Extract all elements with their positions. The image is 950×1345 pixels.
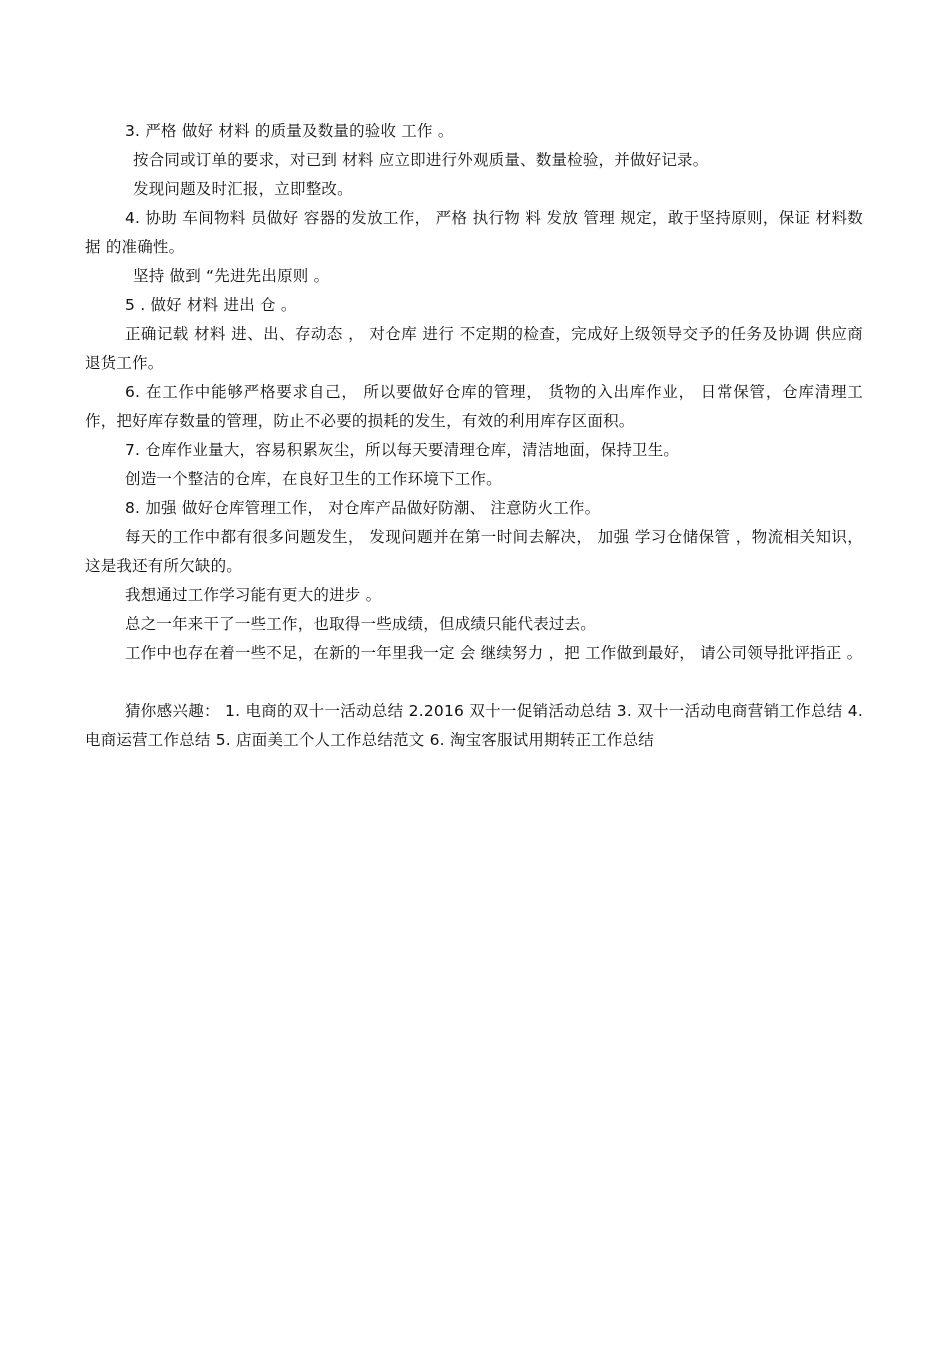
paragraph-progress: 我想通过工作学习能有更大的进步 。 [125, 586, 382, 604]
paragraph-item-7: 7. 仓库作业量大，容易积累灰尘，所以每天要清理仓库，清洁地面，保持卫生。 [125, 441, 680, 459]
paragraph-item-8: 8. 加强 做好仓库管理工作， 对仓库产品做好防潮、 注意防火工作。 [125, 499, 601, 517]
paragraph-related-links: 猜你感兴趣： 1. 电商的双十一活动总结 2.2016 双十一促销活动总结 3. 双十一活动电商营销工作总结 4. 电商运营工作总结 5. 店面美工个人工作总结范文 6. 淘宝客服试用期转正工作总结 [85, 702, 863, 749]
paragraph-fifo: 坚持 做到 “先进先出原则 。 [133, 267, 330, 285]
paragraph-records: 正确记载 材料 进、出、存动态 ， 对仓库 进行 不定期的检查，完成好上级领导交予的任务及协调 供应商 退货工作。 [85, 325, 863, 372]
paragraph-shortcomings: 工作中也存在着一些不足，在新的一年里我一定 会 继续努力 ，把 工作做到最好， 请公司领导批评指正 。 [125, 644, 863, 662]
paragraph-acceptance-detail: 按合同或订单的要求，对已到 材料 应立即进行外观质量、数量检验，并做好记录。 [133, 151, 709, 169]
paragraph-summary: 总之一年来干了一些工作，也取得一些成绩，但成绩只能代表过去。 [125, 615, 597, 633]
paragraph-daily-problems: 每天的工作中都有很多问题发生， 发现问题并在第一时间去解决， 加强 学习仓储保管 ，物流相关知识，这是我还有所欠缺的。 [85, 528, 863, 575]
paragraph-item-5: 5 . 做好 材料 进出 仓 。 [125, 296, 297, 314]
paragraph-clean-warehouse: 创造一个整洁的仓库，在良好卫生的工作环境下工作。 [125, 470, 502, 488]
paragraph-item-3: 3. 严格 做好 材料 的质量及数量的验收 工作 。 [125, 122, 454, 140]
paragraph-report-issues: 发现问题及时汇报，立即整改。 [133, 180, 353, 198]
paragraph-item-4: 4. 协助 车间物料 员做好 容器的发放工作， 严格 执行物 料 发放 管理 规定，敢于坚持原则，保证 材料数据 的准确性。 [85, 209, 863, 256]
paragraph-item-6: 6. 在工作中能够严格要求自己， 所以要做好仓库的管理， 货物的入出库作业， 日常保管，仓库清理工作，把好库存数量的管理，防止不必要的损耗的发生，有效的利用库存区面积。 [85, 383, 863, 430]
